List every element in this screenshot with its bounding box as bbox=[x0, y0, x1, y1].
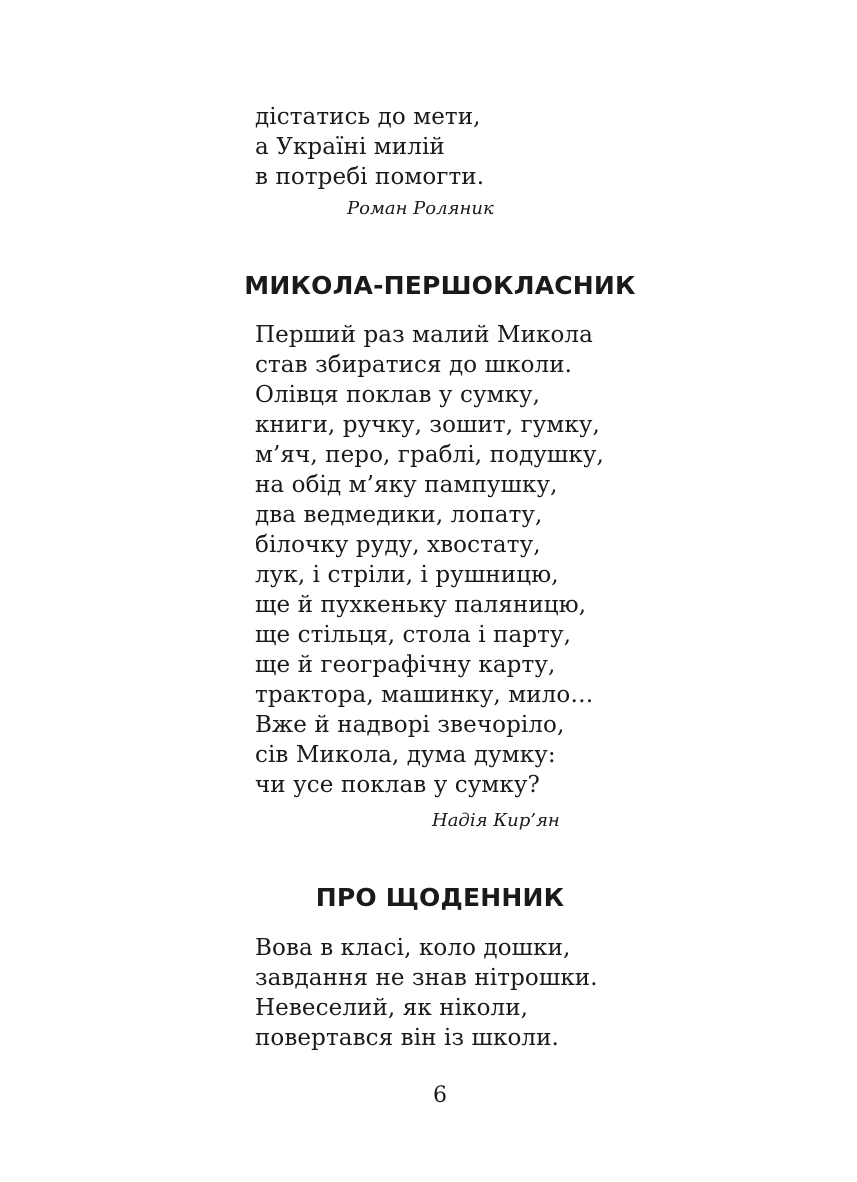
poem-mykola-author: Надія Кир’ян bbox=[432, 810, 560, 831]
poem-line: білочку руду, хвостату, bbox=[255, 532, 541, 558]
poem-line: Вова в класі, коло дошки, bbox=[255, 935, 571, 961]
poem-line: ще й географічну карту, bbox=[255, 652, 556, 678]
page-number: 6 bbox=[433, 1083, 447, 1108]
poem-line: книги, ручку, зошит, гумку, bbox=[255, 412, 600, 438]
poem-line: два ведмедики, лопату, bbox=[255, 502, 543, 528]
poem-line: а Україні милій bbox=[255, 134, 445, 160]
poem-title: МИКОЛА-ПЕРШОКЛАСНИК bbox=[244, 271, 636, 300]
poem-line: став збиратися до школи. bbox=[255, 352, 573, 378]
poem-line: сів Микола, дума думку: bbox=[255, 742, 556, 768]
poem-line: Невеселий, як ніколи, bbox=[255, 995, 529, 1021]
poem-line: чи усе поклав у сумку? bbox=[255, 772, 540, 798]
poem-diary-body bbox=[255, 933, 598, 1053]
poem-title: ПРО ЩОДЕННИК bbox=[315, 883, 565, 912]
poem-line: повертався він із школи. bbox=[255, 1025, 559, 1051]
poem-line: дістатись до мети, bbox=[255, 104, 481, 130]
poem-mykola-body bbox=[255, 320, 604, 800]
poem-line: Вже й надворі звечоріло, bbox=[255, 712, 565, 738]
poem-line: ще й пухкеньку паляницю, bbox=[255, 592, 587, 618]
poem-line: трактора, машинку, мило… bbox=[255, 682, 594, 708]
poem-line: завдання не знав нітрошки. bbox=[255, 965, 598, 991]
intro-poem bbox=[255, 102, 484, 192]
poem-line: в потребі помогти. bbox=[255, 164, 485, 190]
poem-line: лук, і стріли, і рушницю, bbox=[255, 562, 559, 588]
intro-poem-author: Роман Роляник bbox=[347, 198, 494, 219]
poem-line: ще стільця, стола і парту, bbox=[255, 622, 572, 648]
poem-line: на обід м’яку пампушку, bbox=[255, 472, 558, 498]
poem-line: м’яч, перо, граблі, подушку, bbox=[255, 442, 604, 468]
poem-line: Олівця поклав у сумку, bbox=[255, 382, 541, 408]
poem-line: Перший раз малий Микола bbox=[255, 322, 593, 348]
